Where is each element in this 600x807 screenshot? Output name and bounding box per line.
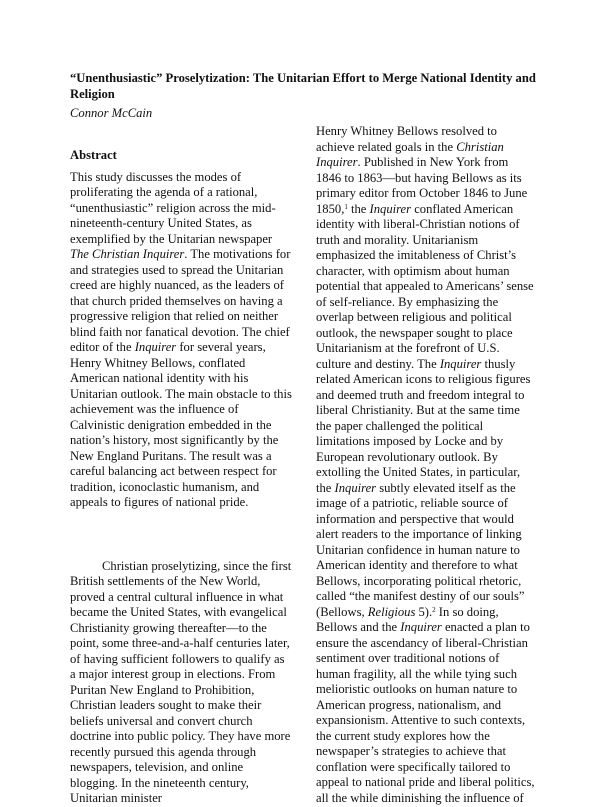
body-text-2j: enacted a plan to ensure the ascendancy of liberal-Christian sentiment over traditional notions of human fragility, all the while tying such melioristic outlooks on human nature to American progress, nationalism, and expansionism. Attentive to such contexts, the current study explores how the newspaper’s strategies to achieve that conflation were specifically tailored to appeal to national pride and liberal politics, all the while diminishing the influence of xyxy=(316,620,535,805)
inquirer-italic-5: Inquirer xyxy=(400,620,442,634)
body-text-1: Christian proselytizing, since the first British settlements of the New World, proved a central cultural influence in what became the United States, with evangelical Christianity growing thereafter—to the point, some three-and-a-half centuries later, of having sufficient followers to qualify as a major interest group in elections. From Puritan New England to Prohibition, Christian leaders sought to make their beliefs universal and convert church doctrine into public policy. They have more recently pursued this agenda through newspapers, television, and online blogging. In the nineteenth century, Unitarian minister xyxy=(70,558,292,805)
body-paragraph-1-continued xyxy=(316,124,536,806)
inquirer-italic: Inquirer xyxy=(134,340,177,354)
author-name: Connor McCain xyxy=(70,106,153,120)
body-text-2a: Henry Whitney Bellows resolved to achieve related goals in the xyxy=(316,124,497,154)
paper-title: “Unenthusiastic” Proselytization: The Unitarian Effort to Merge National Identity and Religion xyxy=(70,71,536,101)
footnote-marker-2: 2 xyxy=(432,605,436,614)
abstract-paragraph xyxy=(70,170,292,511)
body-text-2b: . Published in New York from 1846 to 1863—but having Bellows as its primary editor from October 1846 to June 1850, xyxy=(316,155,528,216)
body-text-2e: thusly related American icons to religious figures and deemed truth and freedom integral to liberal Christianity. But at the same time the paper challenged the political limitations imposed by Locke and by European revolutionary outlook. By extolling the United States, in particular, the xyxy=(316,356,531,495)
right-column xyxy=(316,124,536,806)
abstract-text-1: This study discusses the modes of proliferating the agenda of a rational, “unenthusiastic” religion across the mid-nineteenth-century United States, as exemplified by the Unitarian newspaper xyxy=(70,169,276,246)
left-column xyxy=(70,148,292,807)
body-paragraph-1 xyxy=(70,559,292,807)
footnote-marker-1: 1 xyxy=(344,202,348,211)
abstract-heading: Abstract xyxy=(70,148,117,162)
abstract-text-3: for several years, Henry Whitney Bellows, conflated American national identity with his Unitarian outlook. The main obstacle to this achievement was the influence of Calvinistic denigration embedded in the nation’s history, most significantly by the New England Puritans. The result was a careful balancing act between respect for tradition, iconoclastic humanism, and appeals to figures of national pride. xyxy=(70,340,292,509)
newspaper-title-italic: The Christian Inquirer xyxy=(70,247,185,261)
body-text-2g: 5). xyxy=(415,604,433,619)
abstract-text-2: . The motivations for and strategies used to spread the Unitarian creed are highly nuanced, as the leaders of that church prided themselves on having a progressive religion that relied on neither blind faith nor fanatical devotion. The chief editor of the xyxy=(70,247,291,354)
inquirer-italic-3: Inquirer xyxy=(439,356,482,371)
body-text-2d: conflated American identity with liberal-Christian notions of truth and morality. Unitarianism emphasized the imitableness of Christ’s character, with optimism about human potential that appealed to Americans’ sense of self-reliance. By emphasizing the overlap between religious and political outlook, the newspaper sought to place Unitarianism at the forefront of U.S. culture and destiny. The xyxy=(316,201,534,371)
inquirer-italic-2: Inquirer xyxy=(369,201,412,216)
religious-italic: Religious xyxy=(367,604,416,619)
body-text-2c: the xyxy=(347,201,370,216)
christian-inquirer-italic: Christian Inquirer xyxy=(316,139,504,169)
inquirer-italic-4: Inquirer xyxy=(334,480,377,495)
body-text-2h: In so doing, Bellows and the xyxy=(316,604,499,634)
body-text-2f: subtly elevated itself as the image of a patriotic, reliable source of information and perspective that would alert readers to the importance of linking Unitarian confidence in human nature to American identity and therefore to what Bellows, incorporating political rhetoric, called “the manifest destiny of our souls” (Bellows, xyxy=(316,480,525,619)
